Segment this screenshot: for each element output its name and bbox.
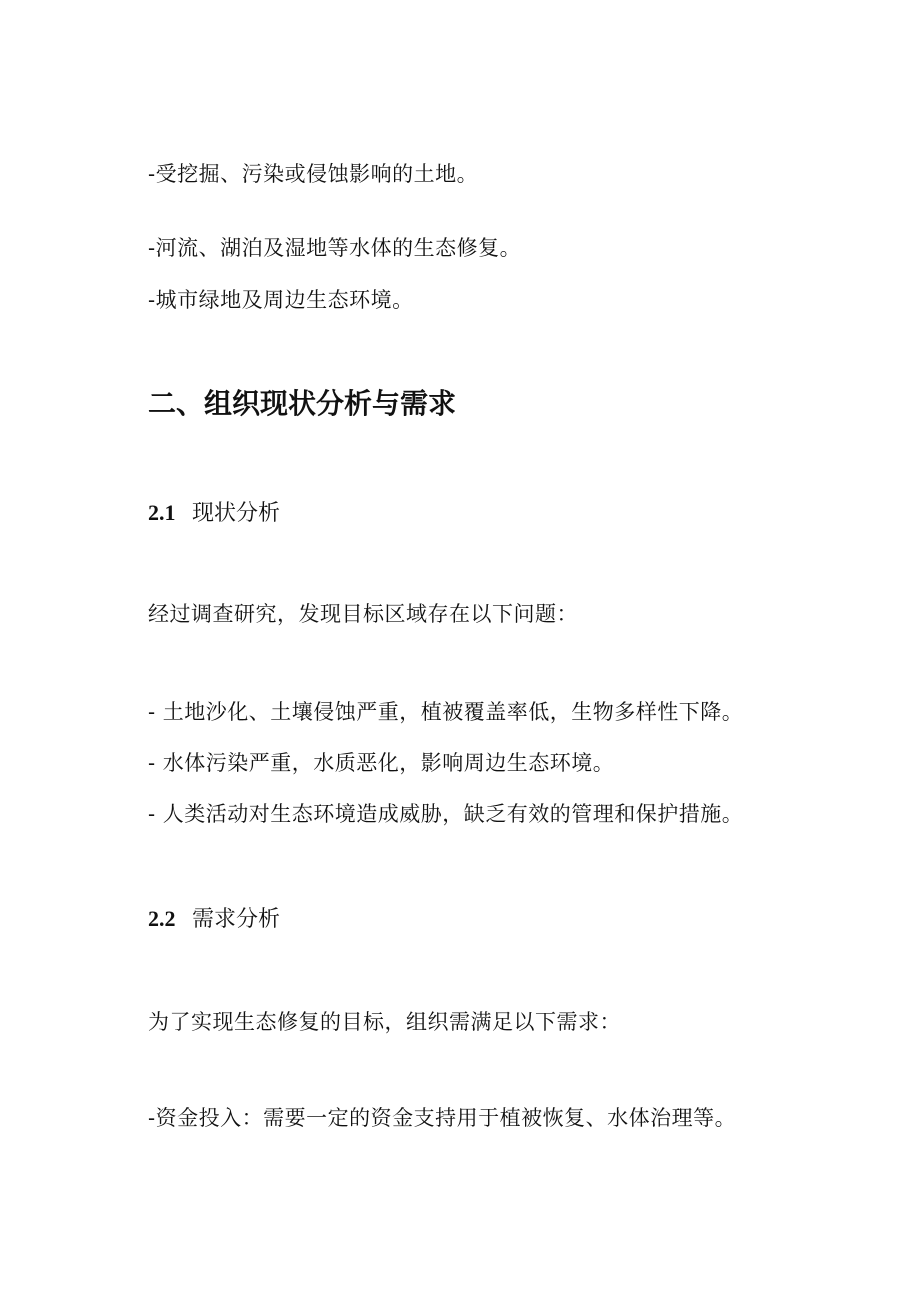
list-item: -受挖掘、污染或侵蚀影响的土地。 (148, 162, 479, 186)
subsection-title: 需求分析 (192, 907, 281, 932)
subsection-number: 2.2 (148, 906, 176, 931)
subsection-heading (148, 904, 280, 935)
list-item: -城市绿地及周边生态环境。 (148, 288, 414, 312)
subsection-heading (148, 498, 280, 529)
list-item: - 水体污染严重，水质恶化，影响周边生态环境。 (148, 751, 615, 775)
list-item: -河流、湖泊及湿地等水体的生态修复。 (148, 236, 522, 260)
list-item: - 人类活动对生态环境造成威胁，缺乏有效的管理和保护措施。 (148, 802, 744, 826)
paragraph: 经过调查研究，发现目标区域存在以下问题： (148, 602, 578, 626)
paragraph: 为了实现生态修复的目标，组织需满足以下需求： (148, 1010, 621, 1034)
subsection-number: 2.1 (148, 500, 176, 525)
subsection-title: 现状分析 (192, 501, 281, 526)
list-item: - 土地沙化、土壤侵蚀严重，植被覆盖率低，生物多样性下降。 (148, 700, 744, 724)
list-item: -资金投入：需要一定的资金支持用于植被恢复、水体治理等。 (148, 1106, 737, 1130)
section-heading: 二、组织现状分析与需求 (148, 387, 457, 420)
